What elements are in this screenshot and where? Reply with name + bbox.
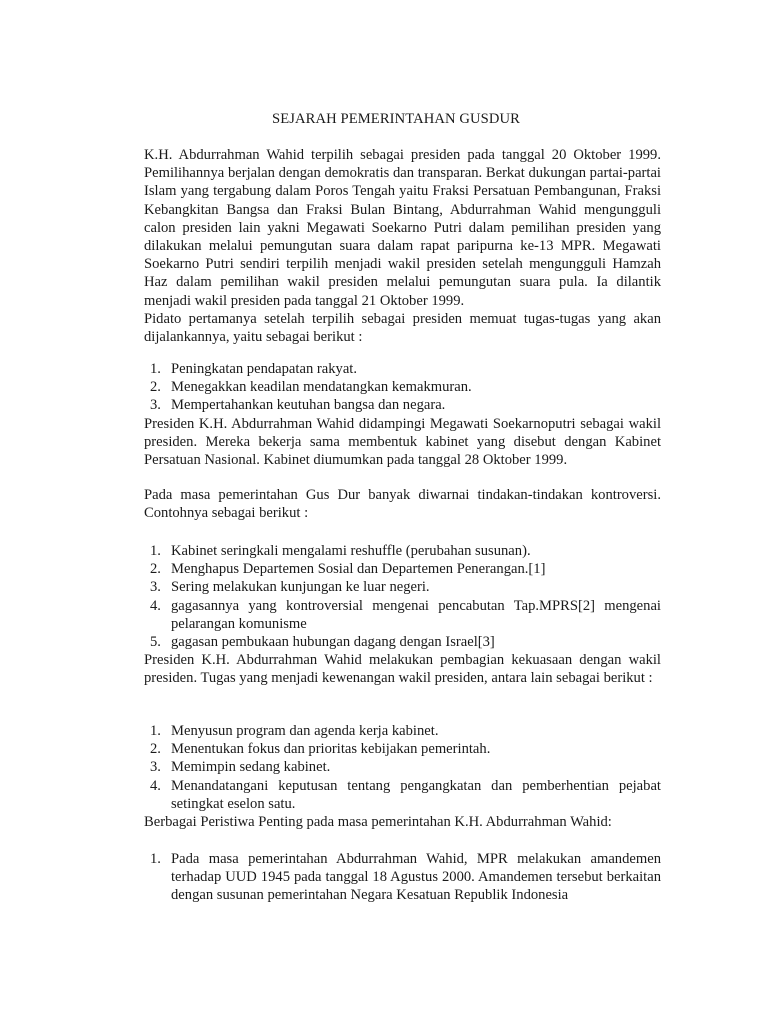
list-item xyxy=(144,360,661,378)
list-item xyxy=(144,597,661,633)
list-item xyxy=(144,850,661,905)
document-title: SEJARAH PEMERINTAHAN GUSDUR xyxy=(271,111,521,127)
list-item-text: Peningkatan pendapatan rakyat. xyxy=(171,361,357,377)
list-item xyxy=(144,378,661,396)
list-item-text: Menentukan fokus dan prioritas kebijakan pemerintah. xyxy=(171,741,491,758)
list-item-text: Memimpin sedang kabinet. xyxy=(171,759,331,776)
list-item-text: Sering melakukan kunjungan ke luar negeri. xyxy=(171,579,430,596)
list-2 xyxy=(144,542,661,651)
list-item-text: Kabinet seringkali mengalami reshuffle (perubahan susunan). xyxy=(171,543,531,559)
list-item xyxy=(144,758,661,776)
list-item xyxy=(144,396,661,414)
paragraph-5: Presiden K.H. Abdurrahman Wahid melakukan pembagian kekuasaan dengan wakil presiden. Tugas yang menjadi kewenangan wakil presiden, antara lain sebagai berikut : xyxy=(144,652,661,687)
list-item-text: Menegakkan keadilan mendatangkan kemakmuran. xyxy=(171,379,472,396)
list-number: 3. xyxy=(150,397,161,414)
list-item-text: Menyusun program dan agenda kerja kabinet. xyxy=(171,723,439,739)
list-item xyxy=(144,777,661,813)
list-item-text: Menghapus Departemen Sosial dan Departemen Penerangan.[1] xyxy=(171,561,546,578)
list-number: 1. xyxy=(150,723,161,739)
list-number: 2. xyxy=(150,379,161,396)
page-bottom-fade xyxy=(0,990,768,1024)
list-number: 1. xyxy=(150,851,161,867)
list-2-block xyxy=(144,542,661,688)
list-item xyxy=(144,578,661,596)
list-number: 4. xyxy=(150,777,161,794)
list-number: 1. xyxy=(150,543,161,559)
list-number: 1. xyxy=(150,361,161,377)
list-number: 2. xyxy=(150,741,161,758)
list-item xyxy=(144,633,661,651)
list-item xyxy=(144,560,661,578)
list-1 xyxy=(144,360,661,415)
list-number: 3. xyxy=(150,579,161,596)
paragraph-1-block xyxy=(144,146,661,346)
paragraph-1: K.H. Abdurrahman Wahid terpilih sebagai presiden pada tanggal 20 Oktober 1999. Pemilihannya berjalan dengan demokratis dan transparan. Berkat dukungan partai-partai Islam yang tergabung dalam Poros Tengah yaitu Fraksi Persatuan Pembangunan, Fraksi Kebangkitan Bangsa dan Fraksi Bulan Bintang, Abdurrahman Wahid mengungguli calon presiden lain yakni Megawati Soekarno Putri dalam pemilihan presiden yang dilakukan melalui pemungutan suara dalam rapat paripurna ke-13 MPR. Megawati Soekarno Putri sendiri terpilih menjadi wakil presiden setelah mengungguli Hamzah Haz dalam pemilihan wakil presiden melalui pemungutan suara pula. Ia dilantik menjadi wakil presiden pada tanggal 21 Oktober 1999. xyxy=(144,147,661,309)
list-item xyxy=(144,740,661,758)
list-item-text: Pada masa pemerintahan Abdurrahman Wahid, MPR melakukan amandemen terhadap UUD 1945 pada tanggal 18 Agustus 2000. Amandemen tersebut berkaitan dengan susunan pemerintahan Negara Kesatuan Republik Indonesia xyxy=(171,851,661,904)
list-4-block xyxy=(144,850,661,905)
list-item xyxy=(144,722,661,740)
paragraph-2: Pidato pertamanya setelah terpilih sebagai presiden memuat tugas-tugas yang akan dijalankannya, yaitu sebagai berikut : xyxy=(144,310,661,346)
paragraph-4-block xyxy=(144,486,661,522)
list-number: 4. xyxy=(150,597,161,614)
list-number: 5. xyxy=(150,634,161,651)
list-number: 3. xyxy=(150,759,161,776)
list-item xyxy=(144,542,661,560)
list-item-text: Menandatangani keputusan tentang pengangkatan dan pemberhentian pejabat setingkat eselon satu. xyxy=(171,777,661,812)
list-3-block xyxy=(144,722,661,831)
paragraph-4: Pada masa pemerintahan Gus Dur banyak diwarnai tindakan-tindakan kontroversi. Contohnya sebagai berikut : xyxy=(144,487,661,522)
list-item-text: gagasan pembukaan hubungan dagang dengan Israel[3] xyxy=(171,634,495,651)
list-1-block xyxy=(144,360,661,469)
list-number: 2. xyxy=(150,561,161,578)
list-item-text: gagasannya yang kontroversial mengenai pencabutan Tap.MPRS[2] mengenai pelarangan komunisme xyxy=(171,597,661,632)
list-3 xyxy=(144,722,661,813)
list-item-text: Mempertahankan keutuhan bangsa dan negara. xyxy=(171,397,446,414)
list-4 xyxy=(144,850,661,905)
paragraph-6: Berbagai Peristiwa Penting pada masa pemerintahan K.H. Abdurrahman Wahid: xyxy=(144,814,612,831)
paragraph-3: Presiden K.H. Abdurrahman Wahid didampingi Megawati Soekarnoputri sebagai wakil presiden. Mereka bekerja sama membentuk kabinet yang disebut dengan Kabinet Persatuan Nasional. Kabinet diumumkan pada tanggal 28 Oktober 1999. xyxy=(144,415,661,469)
